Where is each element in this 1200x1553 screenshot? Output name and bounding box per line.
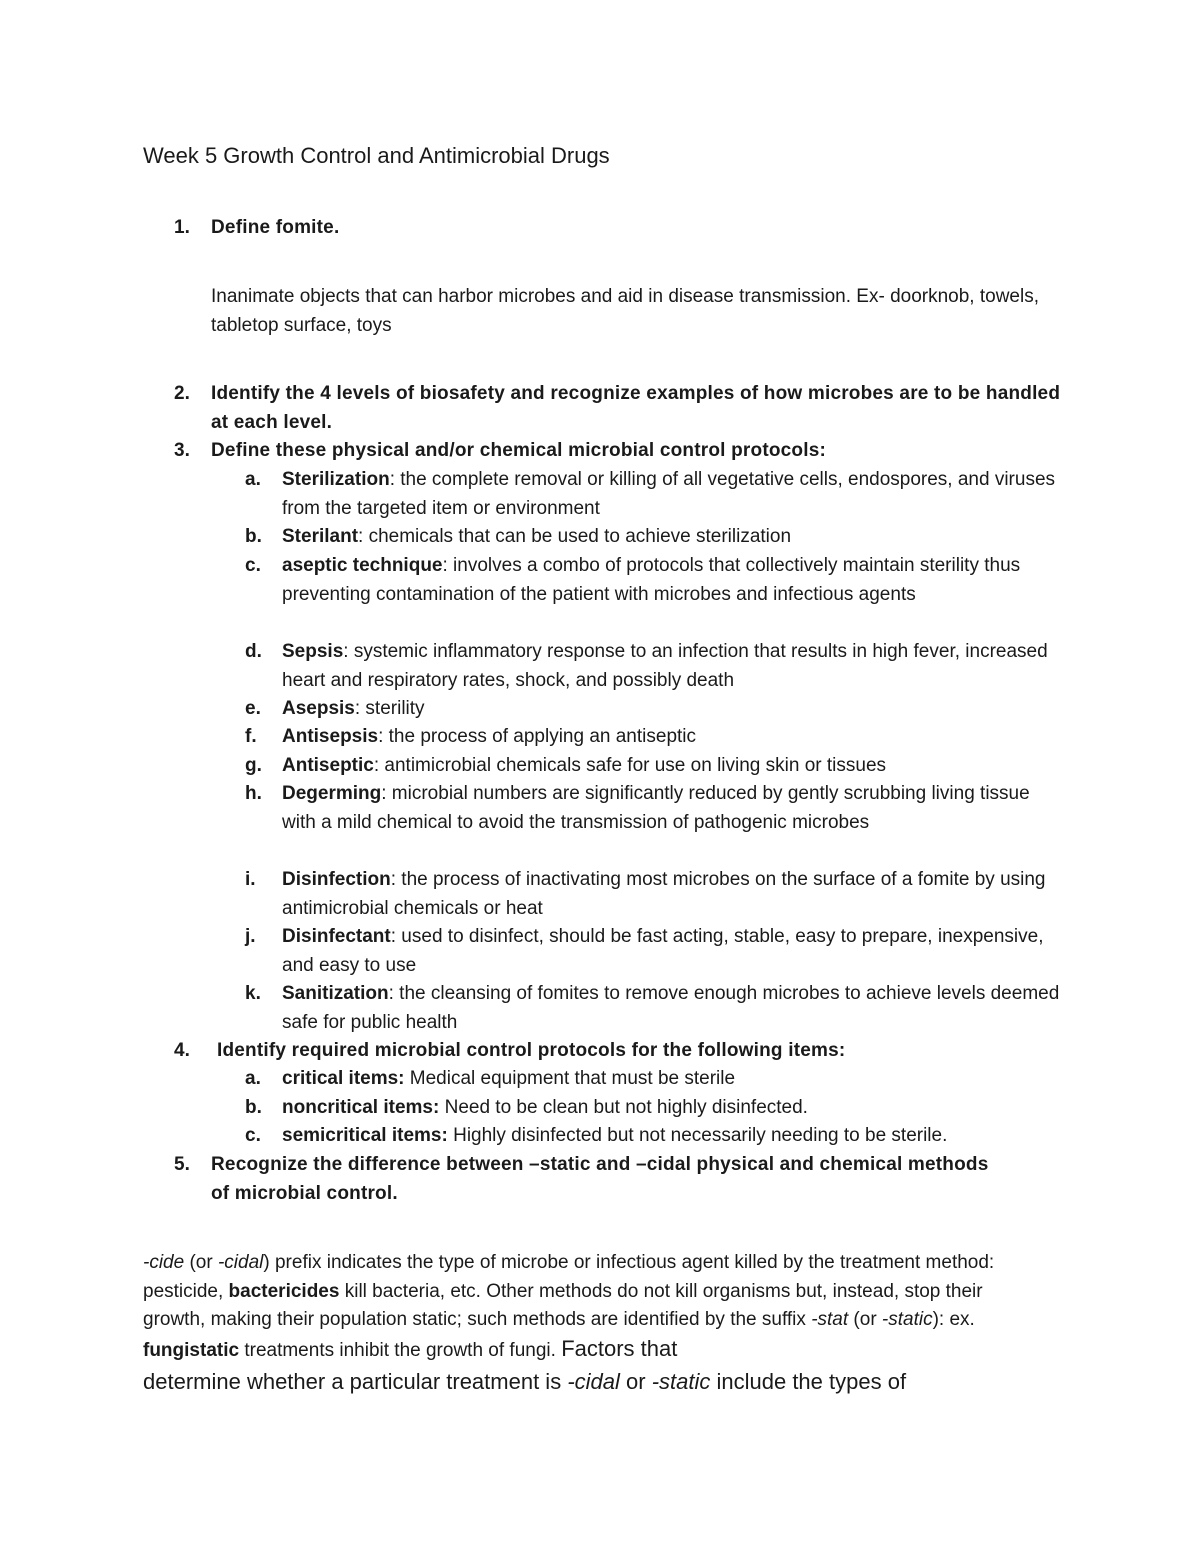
term: Disinfection — [282, 869, 391, 890]
term: semicritical items: — [282, 1125, 448, 1146]
text-span: fungistatic — [143, 1339, 240, 1361]
definition: : antimicrobial chemicals safe for use on living skin or tissues — [373, 755, 887, 776]
text-span: -stat — [811, 1309, 849, 1331]
q3-item-sterilization — [282, 466, 1067, 523]
definition: : the process of inactivating most microbes on the surface of a fomite by using antimicrobial chemicals or heat — [282, 869, 1046, 919]
q4-item-letter: c. — [245, 1125, 261, 1146]
text-span: Factors that — [561, 1335, 678, 1361]
text-span: ) prefix indicates the type of microbe or infectious agent killed by the treatment method: pesticide, — [143, 1252, 995, 1302]
text-span: -cidal — [217, 1252, 264, 1273]
definition: : used to disinfect, should be fast acting, stable, easy to prepare, inexpensive, and easy to use — [282, 926, 1044, 976]
q4-item-critical — [282, 1065, 1067, 1094]
text-span: -static — [881, 1309, 933, 1331]
text-span: (or — [848, 1309, 882, 1331]
term: noncritical items: — [282, 1097, 440, 1118]
q3-item-disinfection — [282, 866, 1067, 923]
term: Sepsis — [282, 641, 344, 662]
term: Sterilant — [282, 526, 359, 547]
q4-item-noncritical — [282, 1094, 1067, 1123]
definition: : the cleansing of fomites to remove enough microbes to achieve levels deemed safe for public health — [282, 983, 1060, 1033]
q3-item-sterilant — [282, 523, 1067, 552]
q3-item-sanitization — [282, 980, 1067, 1037]
question-1-text: Define fomite. — [211, 217, 340, 238]
term: Sanitization — [282, 983, 389, 1004]
closing-paragraph — [143, 1249, 1043, 1365]
definition: : systemic inflammatory response to an infection that results in high fever, increased heart and respiratory rates, shock, and possibly death — [282, 641, 1048, 691]
term: Disinfectant — [282, 926, 391, 947]
term: Sterilization — [282, 469, 390, 490]
q3-item-antisepsis — [282, 723, 1067, 752]
q3-item-letter: c. — [245, 555, 261, 576]
q3-item-asepsis — [282, 695, 1067, 724]
answer-1-text: Inanimate objects that can harbor microbes and aid in disease transmission. Ex- doorknob, towels, tabletop surface, toys — [211, 286, 1039, 336]
q3-item-letter: a. — [245, 469, 261, 490]
term: critical items: — [282, 1068, 405, 1089]
text-span: (or — [184, 1252, 218, 1273]
text-span: bactericides — [228, 1280, 340, 1302]
q3-item-sepsis — [282, 638, 1067, 695]
question-5-number: 5. — [174, 1154, 190, 1175]
definition: : the process of applying an antiseptic — [378, 726, 697, 747]
q3-item-letter: d. — [245, 641, 262, 662]
definition: Medical equipment that must be sterile — [404, 1068, 736, 1089]
text-span: -cide — [143, 1252, 185, 1273]
document-title: Week 5 Growth Control and Antimicrobial Drugs — [143, 143, 610, 168]
closing-paragraph-continued — [143, 1366, 1043, 1398]
q3-item-letter: g. — [245, 755, 262, 776]
q3-item-aseptic-technique — [282, 552, 1067, 609]
question-1-number: 1. — [174, 217, 190, 238]
text-span: kill bacteria, etc. Other methods do not kill organisms but, instead, stop their growth, making their population static; such methods are identified by the suffix — [143, 1280, 983, 1331]
question-5-text: Recognize the difference between –static and –cidal physical and chemical methods of microbial control. — [211, 1154, 989, 1204]
text-span: include the types of — [710, 1369, 907, 1394]
q3-item-letter: f. — [245, 726, 257, 747]
definition: Need to be clean but not highly disinfected. — [439, 1097, 808, 1118]
text-span: ): ex. — [932, 1309, 975, 1331]
q3-item-letter: k. — [245, 983, 261, 1004]
definition: : the complete removal or killing of all vegetative cells, endospores, and viruses from the targeted item or environment — [282, 469, 1056, 519]
text-span: -static — [651, 1369, 711, 1394]
q3-item-letter: i. — [245, 869, 256, 890]
definition: Highly disinfected but not necessarily needing to be sterile. — [447, 1125, 948, 1146]
q3-item-disinfectant — [282, 923, 1067, 980]
definition: : sterility — [354, 698, 425, 719]
term: Antiseptic — [282, 755, 374, 776]
term: Degerming — [282, 783, 382, 804]
question-4-number: 4. — [174, 1040, 190, 1061]
question-3-number: 3. — [174, 440, 190, 461]
text-span: treatments inhibit the growth of fungi. — [239, 1339, 562, 1361]
question-3-text: Define these physical and/or chemical microbial control protocols: — [211, 440, 827, 461]
q3-item-degerming — [282, 780, 1067, 837]
definition: : chemicals that can be used to achieve sterilization — [358, 526, 792, 547]
q3-item-letter: j. — [245, 926, 256, 947]
term: aseptic technique — [282, 555, 443, 576]
q4-item-letter: a. — [245, 1068, 261, 1089]
q3-item-letter: h. — [245, 783, 262, 804]
text-span: -cidal — [567, 1369, 620, 1394]
q3-item-antiseptic — [282, 752, 1067, 781]
q3-item-letter: b. — [245, 526, 262, 547]
question-2-text: Identify the 4 levels of biosafety and recognize examples of how microbes are to be handled at each level. — [211, 383, 1061, 433]
question-4-text: Identify required microbial control protocols for the following items: — [217, 1040, 846, 1061]
q4-item-letter: b. — [245, 1097, 262, 1118]
term: Asepsis — [282, 698, 355, 719]
definition: : involves a combo of protocols that collectively maintain sterility thus preventing contamination of the patient with microbes and infectious agents — [282, 555, 1021, 605]
text-span: determine whether a particular treatment is — [143, 1369, 568, 1394]
q4-item-semicritical — [282, 1122, 1067, 1151]
definition: : microbial numbers are significantly reduced by gently scrubbing living tissue with a mild chemical to avoid the transmission of pathogenic microbes — [282, 783, 1030, 833]
term: Antisepsis — [282, 726, 379, 747]
text-span: or — [619, 1369, 652, 1394]
question-2-number: 2. — [174, 383, 190, 404]
q3-item-letter: e. — [245, 698, 261, 719]
